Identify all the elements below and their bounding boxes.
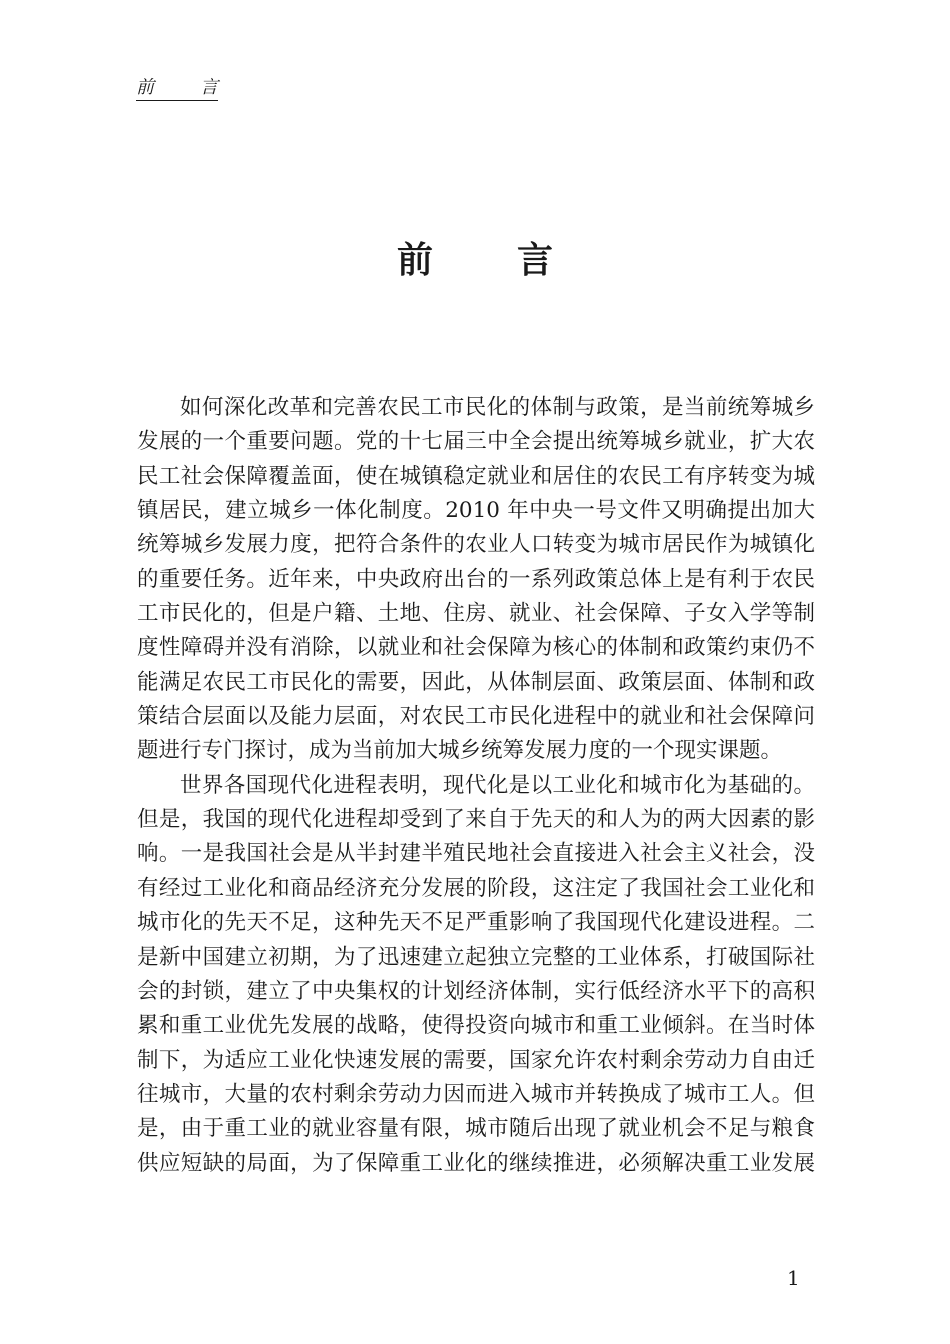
running-header-left: 前 [136,77,154,98]
paragraph-1-line-8: 度性障碍并没有消除，以就业和社会保障为核心的体制和政策约束仍不 [137,635,815,661]
paragraph-1-line-4: 镇居民，建立城乡一体化制度。2010 年中央一号文件又明确提出加大 [137,498,815,524]
paragraph-2-line-9: 制下，为适应工业化快速发展的需要，国家允许农村剩余劳动力自由迁 [137,1047,815,1073]
paragraph-1-line-7: 工市民化的，但是户籍、土地、住房、就业、社会保障、子女入学等制 [137,601,815,627]
body-text [137,391,815,1181]
paragraph-1-line-11: 题进行专门探讨，成为当前加大城乡统筹发展力度的一个现实课题。 [137,738,783,764]
paragraph-2-line-1: 世界各国现代化进程表明，现代化是以工业化和城市化为基础的。 [180,772,815,798]
paragraph-1-line-5: 统筹城乡发展力度，把符合条件的农业人口转变为城市居民作为城镇化 [137,532,815,558]
paragraph-1-line-3: 民工社会保障覆盖面，使在城镇稳定就业和居住的农民工有序转变为城 [137,463,815,489]
paragraph-2-line-4: 有经过工业化和商品经济充分发展的阶段，这注定了我国社会工业化和 [137,875,815,901]
page-number: 1 [787,1266,800,1290]
paragraph-1-line-10: 策结合层面以及能力层面，对农民工市民化进程中的就业和社会保障问 [137,704,815,730]
running-header [136,76,218,101]
running-header-right: 言 [200,77,218,98]
paragraph-1-line-2: 发展的一个重要问题。党的十七届三中全会提出统筹城乡就业，扩大农 [137,429,815,455]
chapter-title-left: 前 [396,239,433,281]
paragraph-1-line-1: 如何深化改革和完善农民工市民化的体制与政策，是当前统筹城乡 [180,395,815,420]
paragraph-2-line-5: 城市化的先天不足，这种先天不足严重影响了我国现代化建设进程。二 [137,910,815,936]
paragraph-2-line-10: 往城市，大量的农村剩余劳动力因而进入城市并转换成了城市工人。但 [137,1081,815,1107]
paragraph-1-line-9: 能满足农民工市民化的需要，因此，从体制层面、政策层面、体制和政 [137,669,815,695]
paragraph-1-line-6: 的重要任务。近年来，中央政府出台的一系列政策总体上是有利于农民 [137,566,815,592]
paragraph-2-line-8: 累和重工业优先发展的战略，使得投资向城市和重工业倾斜。在当时体 [137,1013,815,1039]
paragraph-2-line-7: 会的封锁，建立了中央集权的计划经济体制，实行低经济水平下的高积 [137,978,815,1004]
chapter-title-right: 言 [517,239,554,281]
paragraph-2-line-12: 供应短缺的局面，为了保障重工业化的继续推进，必须解决重工业发展 [137,1150,815,1176]
paragraph-2-line-2: 但是，我国的现代化进程却受到了来自于先天的和人为的两大因素的影 [137,807,815,833]
paragraph-2-line-3: 响。一是我国社会是从半封建半殖民地社会直接进入社会主义社会，没 [137,841,815,867]
chapter-title [0,232,950,288]
paragraph-2-line-6: 是新中国建立初期，为了迅速建立起独立完整的工业体系，打破国际社 [137,944,815,970]
paragraph-2-line-11: 是，由于重工业的就业容量有限，城市随后出现了就业机会不足与粮食 [137,1116,815,1142]
